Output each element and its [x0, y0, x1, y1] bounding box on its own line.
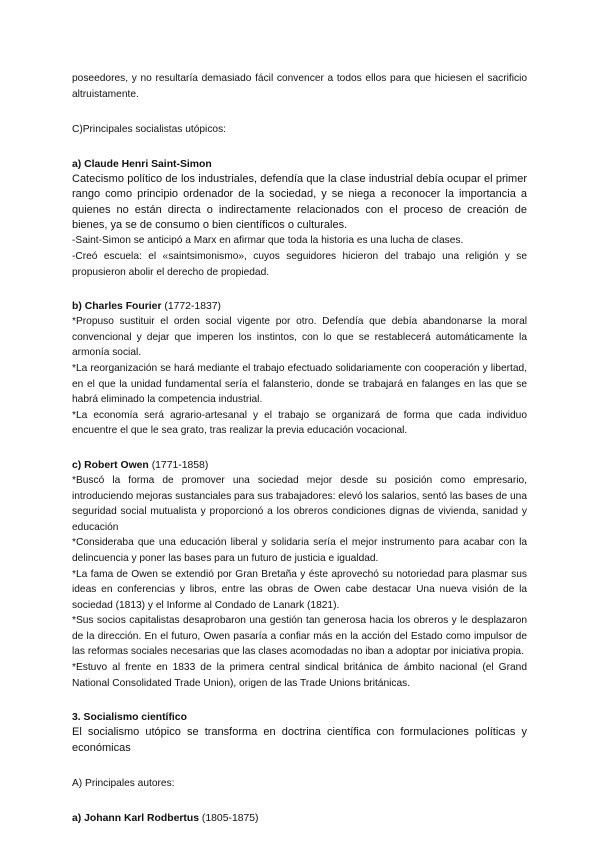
section-3-heading: 3. Socialismo científico: [72, 712, 187, 724]
fourier-paragraph-3: *La economía será agrario-artesanal y el trabajo se organizará de forma que cada individuo encuentre el que le sea grato, tras realizar la previa educación vocacional.: [72, 409, 527, 437]
rodbertus-heading: [72, 812, 527, 826]
section-3-body: El socialismo utópico se transforma en doctrina científica con formulaciones políticas y económicas: [72, 726, 527, 754]
fourier-dates: (1772-1837): [164, 301, 222, 313]
owen-name: c) Robert Owen: [72, 459, 149, 471]
fourier-name: b) Charles Fourier: [72, 301, 162, 313]
saint-simon-paragraph-1: Catecismo político de los industriales, defendía que la clase industrial debía ocupar el primer rango como principio ordenador de la sociedad, y se niega a reconocer la importancia a quienes no están directa o indirectamente relacionados con el proceso de creación de bienes, ya se de consumo o bien científicos o culturales.: [72, 172, 527, 231]
fourier-heading: [72, 300, 527, 314]
saint-simon-paragraph-2: -Saint-Simon se anticipó a Marx en afirmar que toda la historia es una lucha de clases.: [72, 235, 464, 247]
owen-dates: (1771-1858): [151, 459, 209, 471]
owen-paragraph-3: *La fama de Owen se extendió por Gran Bretaña y éste aprovechó su notoriedad para plasmar sus ideas en conferencias y libros, entre las obras de Owen cabe destacar Una nueva visión de la sociedad (1813) y el Informe al Condado de Lanark (1821).: [72, 568, 527, 611]
document-page: [72, 71, 527, 826]
intro-paragraph: poseedores, y no resultaría demasiado fácil convencer a todos ellos para que hiciesen el sacrificio altruistamente.: [72, 73, 527, 100]
rodbertus-name: a) Johann Karl Rodbertus: [72, 812, 200, 824]
saint-simon-paragraph-3: -Creó escuela: el «saintsimonismo», cuyos seguidores hicieron del trabajo una religión y se propusieron abolir el derecho de propiedad.: [72, 251, 527, 278]
owen-paragraph-2: *Consideraba que una educación liberal y solidaria sería el mejor instrumento para acabar con la delincuencia y poner las bases para un futuro de justicia e igualdad.: [72, 537, 527, 564]
owen-heading: [72, 459, 527, 473]
rodbertus-dates: (1805-1875): [201, 812, 259, 824]
owen-paragraph-4: *Sus socios capitalistas desaprobaron una gestión tan generosa hacia los obreros y le desplazaron de la dirección. En el futuro, Owen pasaría a confiar más en la acción del Estado como impulsor de las reformas sociales necesarias que las clases acomodadas no iban a adoptar por iniciativa propia.: [72, 615, 527, 658]
owen-paragraph-5: *Estuvo al frente en 1833 de la primera central sindical británica de ámbito nacional (el Grand National Consolidated Trade Union), origen de las Trade Unions británicas.: [72, 662, 527, 689]
owen-paragraph-1: *Buscó la forma de promover una sociedad mejor desde su posición como empresario, introduciendo mejoras sustanciales para sus trabajadores: elevó los salarios, sentó las bases de una seguridad social mutualista y proporcionó a los obreros condiciones dignas de vivienda, sanidad y educación: [72, 474, 527, 533]
fourier-paragraph-1: *Propuso sustituir el orden social vigente por otro. Defendía que debía abandonarse la moral convencional y dejar que imperen los instintos, con lo que se restablecerá automáticamente la armonía social.: [72, 316, 527, 359]
saint-simon-heading: a) Claude Henri Saint-Simon: [72, 158, 212, 170]
fourier-paragraph-2: *La reorganización se hará mediante el trabajo efectuado solidariamente con cooperación y libertad, en el que la unidad fundamental sería el falansterio, donde se trabajará en falanges en las que se habrá eliminado la competencia industrial.: [72, 362, 527, 406]
section-c-title: C)Principales socialistas utópicos:: [72, 124, 227, 136]
section-a-title: A) Principales autores:: [72, 778, 175, 790]
